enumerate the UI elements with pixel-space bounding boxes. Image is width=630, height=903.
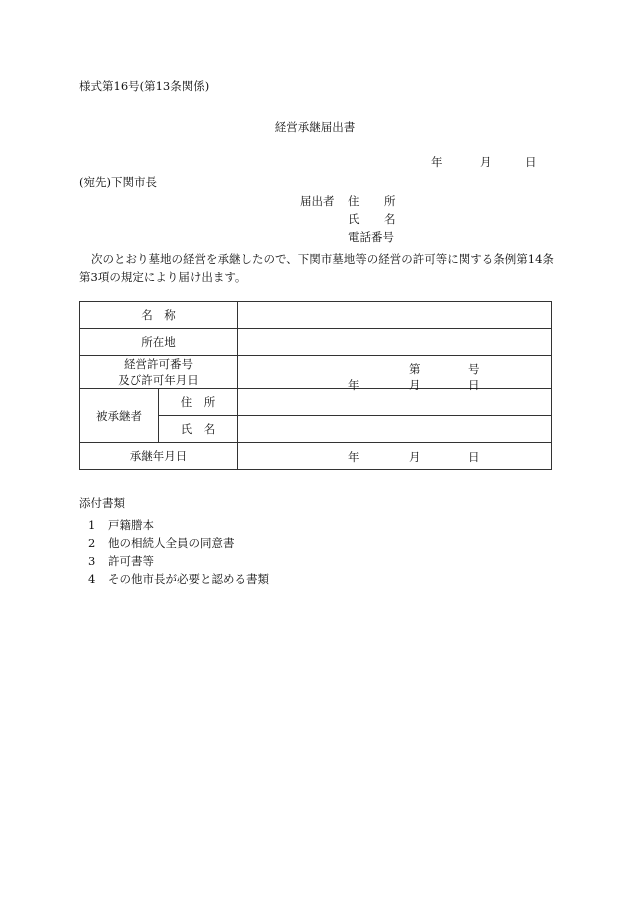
table-row-successee-address — [80, 389, 552, 416]
succession-date-field[interactable] — [238, 443, 552, 470]
attachment-text: 許可書等 — [108, 554, 154, 568]
attachments-list — [88, 516, 269, 588]
applicant-phone-label: 電話番号 — [348, 230, 394, 244]
attachment-number: 3 — [88, 554, 96, 568]
attachment-text: その他市長が必要と認める書類 — [108, 572, 269, 586]
name-field[interactable] — [238, 302, 552, 329]
table-row-location — [80, 329, 552, 356]
permit-month-label: 月 — [409, 378, 421, 392]
successee-address-field[interactable] — [238, 389, 552, 416]
attachment-text: 戸籍謄本 — [108, 518, 154, 532]
location-label: 所在地 — [80, 329, 238, 356]
attachment-number: 1 — [88, 518, 96, 532]
body-text: 次のとおり墓地の経営を承継したので、下関市墓地等の経営の許可等に関する条例第14条第3項の規定により届け出ます。 — [79, 252, 554, 284]
successee-name-label: 氏 名 — [159, 416, 238, 443]
applicant-name-label-1: 氏 — [348, 212, 360, 226]
successee-name-field[interactable] — [238, 416, 552, 443]
list-item — [88, 516, 269, 534]
applicant-address-label-2: 所 — [384, 194, 396, 208]
permit-number-prefix: 第 — [409, 362, 421, 376]
permit-label — [80, 356, 238, 389]
succession-month-label: 月 — [409, 450, 421, 464]
succession-day-label: 日 — [468, 450, 480, 464]
table-row-name — [80, 302, 552, 329]
document-title: 経営承継届出書 — [274, 120, 356, 134]
successee-address-label: 住 所 — [159, 389, 238, 416]
attachment-text: 他の相続人全員の同意書 — [108, 536, 235, 550]
permit-label-line2: 及び許可年月日 — [118, 373, 199, 387]
form-number: 様式第16号(第13条関係) — [79, 79, 210, 93]
list-item — [88, 552, 269, 570]
addressee: (宛先)下関市長 — [79, 175, 157, 189]
table-row-succession-date — [80, 443, 552, 470]
permit-number-suffix: 号 — [468, 362, 480, 376]
applicant-address-label-1: 住 — [348, 194, 360, 208]
attachment-number: 2 — [88, 536, 96, 550]
date-day-label: 日 — [525, 155, 537, 169]
name-label: 名 称 — [80, 302, 238, 329]
list-item — [88, 570, 269, 588]
succession-date-label: 承継年月日 — [80, 443, 238, 470]
attachments-title: 添付書類 — [79, 496, 125, 510]
location-field[interactable] — [238, 329, 552, 356]
date-year-label: 年 — [431, 155, 443, 169]
successee-label: 被承継者 — [80, 389, 159, 443]
permit-field[interactable] — [238, 356, 552, 392]
list-item — [88, 534, 269, 552]
permit-year-label: 年 — [348, 378, 360, 392]
succession-year-label: 年 — [348, 450, 360, 464]
table-row-permit — [80, 356, 552, 389]
form-table — [79, 301, 552, 470]
applicant-label: 届出者 — [300, 194, 335, 208]
attachment-number: 4 — [88, 572, 96, 586]
date-month-label: 月 — [480, 155, 492, 169]
applicant-name-label-2: 名 — [384, 212, 396, 226]
permit-day-label: 日 — [468, 378, 480, 392]
permit-label-line1: 経営許可番号 — [124, 357, 193, 371]
